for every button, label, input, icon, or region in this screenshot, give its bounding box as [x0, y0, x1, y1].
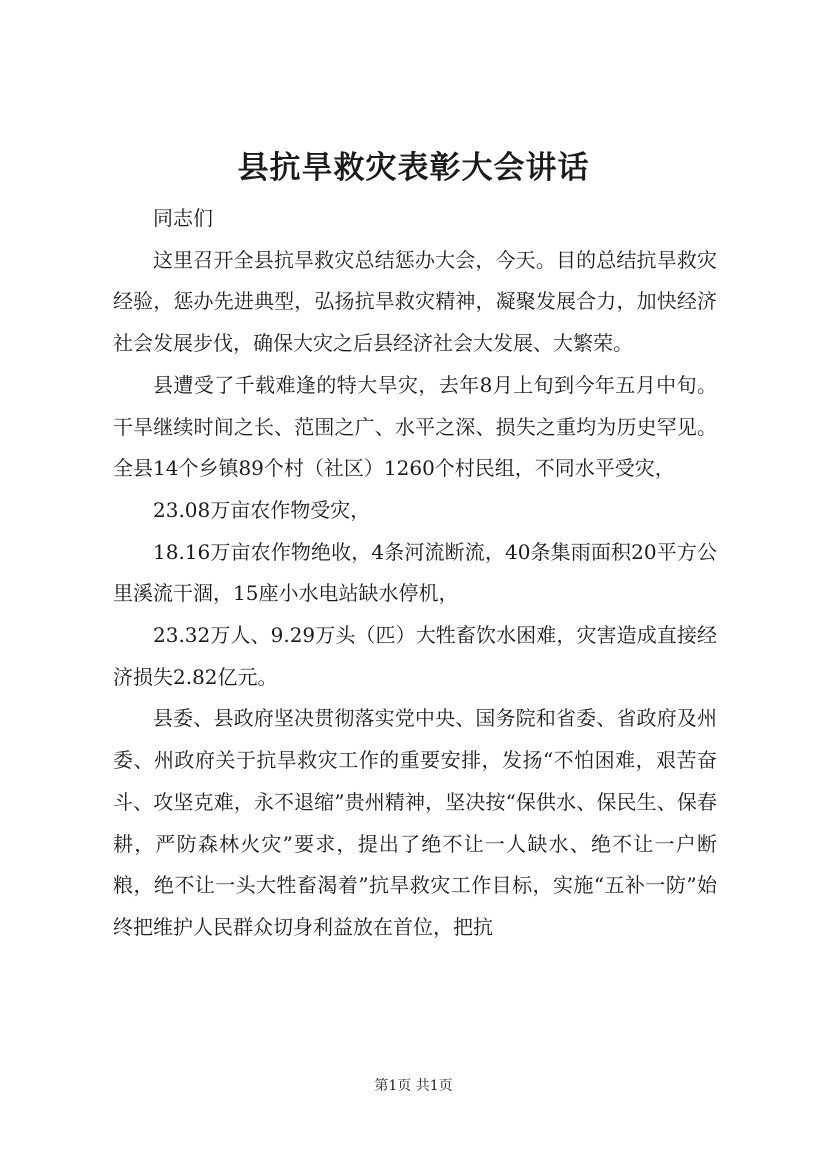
paragraph-disaster-overview: 县遭受了千载难逢的特大旱灾，去年8月上旬到今年五月中旬。干旱继续时间之长、范围之广、水平之深、损失之重均为历史罕见。全县14个乡镇89个村（社区）1260个村民组，不同水平受灾， — [113, 372, 717, 481]
document-title: 县抗旱救灾表彰大会讲话 — [237, 150, 590, 186]
paragraph-greeting: 同志们 — [153, 206, 213, 230]
paragraph-purpose: 这里召开全县抗旱救灾总结惩办大会，今天。目的总结抗旱救灾经验，惩办先进典型，弘扬抗旱救灾精神，凝聚发展合力，加快经济社会发展步伐，确保大灾之后县经济社会大发展、大繁荣。 — [113, 247, 717, 356]
paragraph-crops-affected: 23.08万亩农作物受灾， — [153, 497, 371, 522]
paragraph-government-response: 县委、县政府坚决贯彻落实党中央、国务院和省委、省政府及州委、州政府关于抗旱救灾工作的重要安排，发扬“不怕困难，艰苦奋斗、攻坚克难，永不退缩”贵州精神，坚决按“保供水、保民生、保春耕，严防森林火灾”要求，提出了绝不让一人缺水、绝不让一户断粮，绝不让一头大牲畜渴着”抗旱救灾工作目标，实施“五补一防”始终把维护人民群众切身利益放在首位，把抗 — [113, 706, 717, 939]
document-body — [113, 198, 717, 949]
page-footer: 第1页 共1页 — [374, 1078, 453, 1094]
paragraph-water-shortage: 23.32万人、9.29万头（匹）大牲畜饮水困难，灾害造成直接经济损失2.82亿元。 — [113, 623, 717, 689]
paragraph-crops-failed: 18.16万亩农作物绝收，4条河流断流，40条集雨面积20平方公里溪流干涸，15座小水电站缺水停机， — [113, 539, 717, 606]
